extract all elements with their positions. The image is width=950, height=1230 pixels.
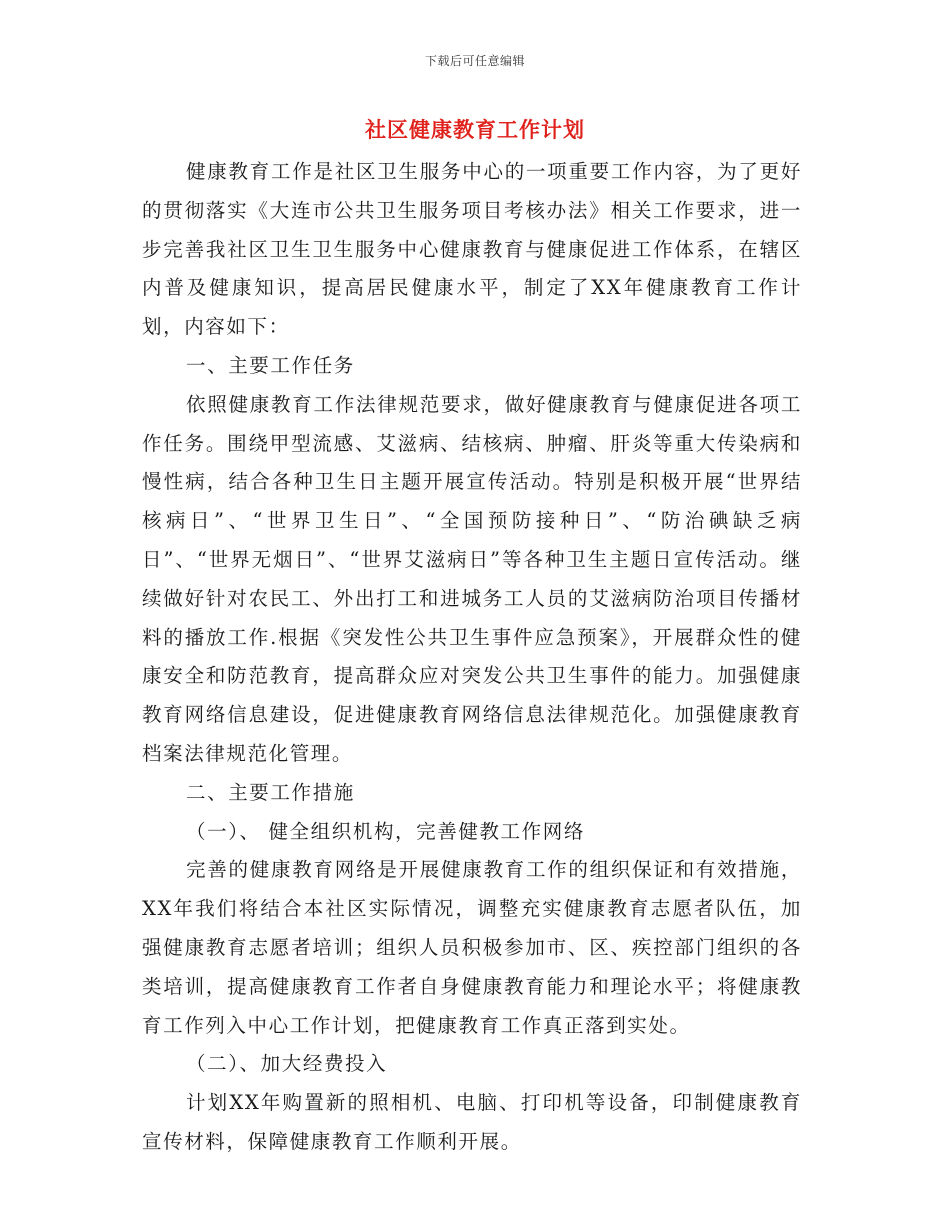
section-heading-measures: 二、主要工作措施	[186, 780, 355, 804]
organization-paragraph: 完善的健康教育网络是开展健康教育工作的组织保证和有效措施，XX年我们将结合本社区实际情况，调整充实健康教育志愿者队伍，加强健康教育志愿者培训；组织人员积极参加市、区、疾控部门组织的各类培训，提高健康教育工作者自身健康教育能力和理论水平；将健康教育工作列入中心工作计划，把健康教育工作真正落到实处。	[142, 858, 802, 1037]
subsection-heading-funding: （二）、加大经费投入	[186, 1052, 388, 1076]
document-title: 社区健康教育工作计划	[365, 117, 585, 142]
funding-paragraph: 计划XX年购置新的照相机、电脑、打印机等设备，印制健康教育宣传材料，保障健康教育工作顺利开展。	[142, 1091, 802, 1153]
tasks-paragraph: 依照健康教育工作法律规范要求，做好健康教育与健康促进各项工作任务。围绕甲型流感、艾滋病、结核病、肿瘤、肝炎等重大传染病和慢性病，结合各种卫生日主题开展宣传活动。特别是积极开展“世界结核病日”、“世界卫生日”、“全国预防接种日”、“防治碘缺乏病日”、“世界无烟日”、“世界艾滋病日”等各种卫生主题日宣传活动。继续做好针对农民工、外出打工和进城务工人员的艾滋病防治项目传播材料的播放工作.根据《突发性公共卫生事件应急预案》，开展群众性的健康安全和防范教育，提高群众应对突发公共卫生事件的能力。加强健康教育网络信息建设，促进健康教育网络信息法律规范化。加强健康教育档案法律规范化管理。	[142, 392, 802, 765]
subsection-heading-organization: （一）、 健全组织机构，完善健教工作网络	[186, 819, 585, 843]
document-body	[142, 153, 802, 1162]
section-heading-tasks: 一、主要工作任务	[186, 353, 355, 377]
header-note: 下载后可任意编辑	[424, 54, 525, 68]
intro-paragraph: 健康教育工作是社区卫生服务中心的一项重要工作内容，为了更好的贯彻落实《大连市公共卫生服务项目考核办法》相关工作要求，进一步完善我社区卫生卫生服务中心健康教育与健康促进工作体系，在辖区内普及健康知识，提高居民健康水平，制定了XX年健康教育工作计划，内容如下：	[142, 160, 802, 339]
